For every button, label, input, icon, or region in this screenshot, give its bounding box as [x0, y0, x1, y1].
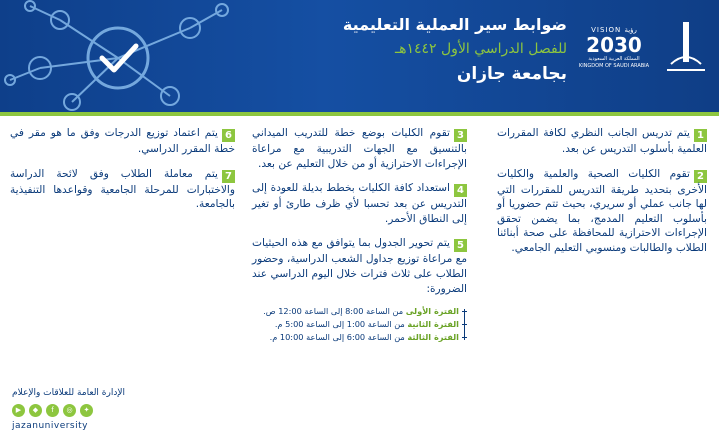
social-icons [12, 404, 232, 417]
page-subtitle: للفصل الدراسي الأول ١٤٤٢هـ [395, 41, 567, 57]
vision-year: 2030 [586, 33, 642, 57]
item-text: يتم معاملة الطلاب وفق لائحة الدراسة والاختبارات للمرحلة الجامعية وقواعدها التنفيذية بالجامعة. [10, 167, 235, 211]
item-number: 2 [694, 170, 707, 183]
vision-2030-logo [571, 26, 657, 70]
university-logo [663, 20, 709, 76]
list-item [252, 236, 467, 296]
vision-arabic: رؤية [624, 26, 637, 34]
page-title: ضوابط سير العملية التعليمية [342, 15, 567, 34]
period-item [252, 306, 459, 317]
period-name: الفترة الأولى [405, 306, 459, 317]
period-name: الفترة الثانية [407, 319, 459, 330]
snapchat-icon[interactable]: ◆ [29, 404, 42, 417]
item-text: استعداد كافة الكليات بخطط بديلة للعودة إلى التدريس عن بعد تحسبا لأي ظرف طارئ أو تغير إلى النطاق الأحمر. [252, 182, 467, 225]
list-item [10, 126, 235, 157]
period-item [252, 332, 459, 343]
footer [12, 388, 232, 431]
list-item [497, 167, 707, 256]
item-text: يتم اعتماد توزيع الدرجات وفق ما هو مقر في خطة المقرر الدراسي. [10, 127, 235, 155]
instagram-icon[interactable]: ◎ [63, 404, 76, 417]
item-text: يتم تدريس الجانب النظري لكافة المقررات العلمية بأسلوب التدريس عن بعد. [497, 127, 707, 155]
item-text: تقوم الكليات الصحية والعلمية والكليات الأخرى بتحديد طريقة التدريس للمقررات التي لها جانب عملي أو سريري، بحيث تتم حضوريا أو بأسلوب التعليم المدمج، بما يضمن تحقق الإجراءات الاحترازية للمحافظة على صحة أبنائنا الطلاب والطالبات ومنسوبي التعليم الجامعي. [497, 167, 707, 254]
social-handle: jazanuniversity [12, 421, 88, 431]
item-number: 7 [222, 170, 235, 183]
period-time: من الساعة 1:00 إلى الساعة 5:00 م. [274, 319, 405, 330]
item-number: 1 [694, 129, 707, 142]
logo-area [569, 20, 709, 80]
column-left [10, 126, 235, 222]
department-name: الإدارة العامة للعلاقات والإعلام [12, 388, 126, 398]
column-middle [252, 126, 467, 345]
university-name: بجامعة جازان [456, 64, 567, 84]
emblem-icon [663, 20, 709, 76]
kingdom-en: KINGDOM OF SAUDI ARABIA [578, 63, 650, 69]
network-graphic [0, 0, 300, 112]
column-right [497, 126, 707, 266]
item-number: 6 [222, 129, 235, 142]
twitter-icon[interactable]: ✦ [80, 404, 93, 417]
period-time: من الساعة 8:00 إلى الساعة 12:00 ص. [263, 306, 404, 317]
item-number: 4 [454, 184, 467, 197]
item-text: يتم تحوير الجدول بما يتوافق مع هذه الحيثيات مع مراعاة توزيع جداول الشعب الدراسية، وحضور الطلاب على ثلاث فترات خلال اليوم الدراسي عند الضرورة: [252, 237, 467, 295]
header-title-block [317, 14, 567, 86]
period-item [252, 319, 459, 330]
facebook-icon[interactable]: f [46, 404, 59, 417]
periods-list [252, 306, 467, 343]
period-time: من الساعة 6:00 إلى الساعة 10:00 م. [269, 332, 405, 343]
kingdom-ar: المملكة العربية السعودية [588, 56, 640, 62]
youtube-icon[interactable]: ▶ [12, 404, 25, 417]
list-item [252, 126, 467, 171]
item-number: 5 [454, 239, 467, 252]
list-item [252, 181, 467, 226]
list-item [497, 126, 707, 157]
item-text: تقوم الكليات بوضع خطة للتدريب الميداني بالتنسيق مع الجهات التدريبية مع مراعاة الإجراءات الاحترازية أو من خلال التعليم عن بعد. [252, 127, 467, 170]
vision-label: VISION [591, 26, 622, 34]
period-name: الفترة الثالثة [407, 332, 459, 343]
list-item [10, 167, 235, 212]
header-banner [0, 0, 719, 112]
item-number: 3 [454, 129, 467, 142]
green-divider [0, 112, 719, 116]
